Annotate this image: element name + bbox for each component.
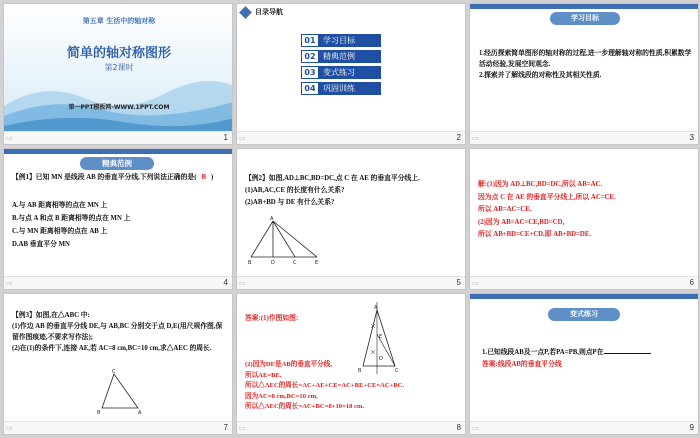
label-b: B bbox=[248, 260, 252, 265]
solution-line: 因为点 C 在 AE 的垂直平分线上,所以 AC=CE. bbox=[478, 193, 616, 201]
question-stem-end: ) bbox=[211, 174, 214, 181]
slide-icon: ▭ bbox=[6, 134, 13, 142]
option-d: D.AB 垂直平分 MN bbox=[12, 241, 70, 248]
toc-list bbox=[301, 34, 381, 124]
answer-line: 所以△AEC的周长=AC+AE+CE=AC+BE+CE=AC+BC. bbox=[245, 382, 405, 389]
label-a: A bbox=[138, 410, 142, 416]
slide-top-bar bbox=[470, 4, 699, 9]
toc-number: 01 bbox=[301, 34, 319, 47]
slide-number: 2 bbox=[456, 133, 461, 142]
question-text bbox=[245, 173, 461, 209]
answer-line: 所以AE=BE, bbox=[245, 371, 282, 379]
solution-text bbox=[478, 179, 694, 242]
slide-number: 4 bbox=[223, 278, 228, 287]
goal-line-2: 2.探索并了解线段的对称性及其相关性质. bbox=[479, 72, 602, 79]
answer-line: (2)因为DE是AB的垂直平分线, bbox=[245, 361, 332, 368]
section-title-pill: 学习目标 bbox=[550, 12, 620, 25]
answer-line: 因为AC=8 cm,BC=10 cm, bbox=[245, 392, 318, 400]
label-d: D bbox=[271, 260, 275, 265]
slide-footer bbox=[470, 421, 698, 434]
slide-icon: ▭ bbox=[472, 424, 479, 432]
toc-item[interactable] bbox=[301, 34, 381, 47]
section-title-pill: 精典范例 bbox=[80, 157, 154, 170]
slide-icon: ▭ bbox=[6, 424, 13, 432]
slide-thumbnail-7[interactable] bbox=[3, 293, 233, 435]
slide-thumbnail-4[interactable] bbox=[3, 148, 233, 290]
label-a: A bbox=[374, 305, 378, 311]
slide-footer bbox=[470, 131, 698, 144]
question-part-1: (1)作边 AB 的垂直平分线 DE,与 AB,BC 分别交于点 D,E(用尺规作图,保留作图痕迹,不要求写作法); bbox=[12, 323, 223, 341]
answer-blank bbox=[604, 346, 650, 354]
solution-line: 解:(1)因为 AD⊥BC,BD=DC,所以 AB=AC. bbox=[478, 181, 603, 188]
toc-item[interactable] bbox=[301, 82, 381, 95]
goal-line-1: 1.经历探索简单图形的轴对称的过程,进一步理解轴对称的性质,积累数学活动经验,发展空间观念. bbox=[479, 50, 692, 68]
slide-top-bar bbox=[470, 294, 699, 299]
question-text bbox=[12, 173, 228, 183]
question-text bbox=[482, 346, 694, 358]
toc-item[interactable] bbox=[301, 66, 381, 79]
slide-number: 7 bbox=[223, 423, 228, 432]
nav-title: 目录导航 bbox=[255, 8, 283, 16]
label-b: B bbox=[97, 410, 101, 416]
slide-icon: ▭ bbox=[239, 279, 246, 287]
label-d: D bbox=[379, 356, 383, 362]
toc-number: 04 bbox=[301, 82, 319, 95]
slide-thumbnail-1[interactable] bbox=[3, 3, 233, 145]
triangle-abc-figure bbox=[96, 368, 146, 416]
solution-line: 所以 AB=AC=CE. bbox=[478, 206, 532, 213]
chapter-label: 第五章 生活中的轴对称 bbox=[82, 17, 156, 25]
slide-number: 5 bbox=[456, 278, 461, 287]
label-e: E bbox=[379, 334, 383, 340]
question-stem-end: . bbox=[649, 349, 652, 356]
question-stem: 【例2】如图,AD⊥BC,BD=DC,点 C 在 AE 的垂直平分线上. bbox=[245, 175, 420, 182]
answer-text: 答案:线段AB的垂直平分线 bbox=[482, 361, 562, 368]
toc-label: 变式练习 bbox=[319, 66, 381, 79]
label-c: C bbox=[395, 368, 399, 374]
toc-number: 03 bbox=[301, 66, 319, 79]
slide-number: 3 bbox=[689, 133, 694, 142]
slide-thumbnail-8[interactable] bbox=[236, 293, 466, 435]
slide-footer bbox=[237, 131, 465, 144]
label-a: A bbox=[270, 216, 274, 222]
option-a: A.与 AB 距离相等的点在 MN 上 bbox=[12, 202, 108, 209]
slide-thumbnail-9[interactable] bbox=[469, 293, 699, 435]
toc-label: 学习目标 bbox=[319, 34, 381, 47]
toc-item[interactable] bbox=[301, 50, 381, 63]
slide-icon: ▭ bbox=[6, 279, 13, 287]
question-stem: 1.已知线段AB及一点P,若PA=PB,则点P在 bbox=[482, 349, 604, 356]
period-label: 第2课时 bbox=[104, 63, 134, 72]
slide-thumbnail-6[interactable] bbox=[469, 148, 699, 290]
answer-choice: B bbox=[201, 174, 207, 181]
label-e: E bbox=[315, 260, 319, 265]
toc-label: 巩固训练 bbox=[319, 82, 381, 95]
diamond-icon bbox=[239, 6, 252, 19]
answer-text bbox=[245, 360, 461, 413]
slide-title: 简单的轴对称图形 bbox=[66, 46, 171, 61]
slide-icon: ▭ bbox=[472, 279, 479, 287]
slide-thumbnail-5[interactable] bbox=[236, 148, 466, 290]
site-watermark: 第一PPT模板网-WWW.1PPT.COM bbox=[68, 104, 170, 111]
option-b: B.与点 A 和点 B 距离相等的点在 MN 上 bbox=[12, 215, 131, 222]
label-c: C bbox=[112, 369, 116, 375]
question-part-1: (1)AB,AC,CE 的长度有什么关系? bbox=[245, 187, 345, 194]
answer-line: 所以△AEC的周长=AC+BC=8+10=18 cm. bbox=[245, 403, 365, 410]
question-part-2: (2)AB+BD 与 DE 有什么关系? bbox=[245, 199, 335, 206]
solution-line: (2)因为 AB=AC=CE,BD=CD, bbox=[478, 218, 565, 226]
toc-label: 精典范例 bbox=[319, 50, 381, 63]
options-list bbox=[12, 199, 228, 251]
slide-footer bbox=[4, 131, 232, 144]
slide-footer bbox=[4, 276, 232, 289]
answer-line-1: 答案:(1)作图如图: bbox=[245, 315, 299, 322]
question-stem: 【例3】如图,在△ABC 中: bbox=[12, 312, 90, 319]
slide-icon: ▭ bbox=[239, 424, 246, 432]
section-title-pill: 变式练习 bbox=[548, 308, 620, 321]
option-c: C.与 MN 距离相等的点在 AB 上 bbox=[12, 228, 108, 235]
label-b: B bbox=[358, 368, 362, 374]
label-c: C bbox=[293, 260, 297, 265]
question-text bbox=[12, 310, 228, 354]
question-stem: 【例1】已知 MN 是线段 AB 的垂直平分线,下列说法正确的是( bbox=[12, 174, 197, 181]
slide-icon: ▭ bbox=[472, 134, 479, 142]
slide-number: 8 bbox=[456, 423, 461, 432]
slide-top-bar bbox=[4, 149, 233, 154]
slide-icon: ▭ bbox=[239, 134, 246, 142]
question-part-2: (2)在(1)的条件下,连接 AE,若 AC=8 cm,BC=10 cm,求△AEC 的周长. bbox=[12, 345, 212, 352]
slide-number: 1 bbox=[223, 133, 228, 142]
solution-line: 所以 AB+BD=CE+CD.即 AB+BD=DE. bbox=[478, 231, 592, 238]
slide-thumbnail-3[interactable] bbox=[469, 3, 699, 145]
toc-number: 02 bbox=[301, 50, 319, 63]
slide-footer bbox=[470, 276, 698, 289]
slide-footer bbox=[237, 276, 465, 289]
slide-thumbnail-2[interactable] bbox=[236, 3, 466, 145]
triangle-figure bbox=[245, 215, 325, 265]
slide-number: 9 bbox=[689, 423, 694, 432]
slide-number: 6 bbox=[689, 278, 694, 287]
slide-footer bbox=[4, 421, 232, 434]
slide-footer bbox=[237, 421, 465, 434]
